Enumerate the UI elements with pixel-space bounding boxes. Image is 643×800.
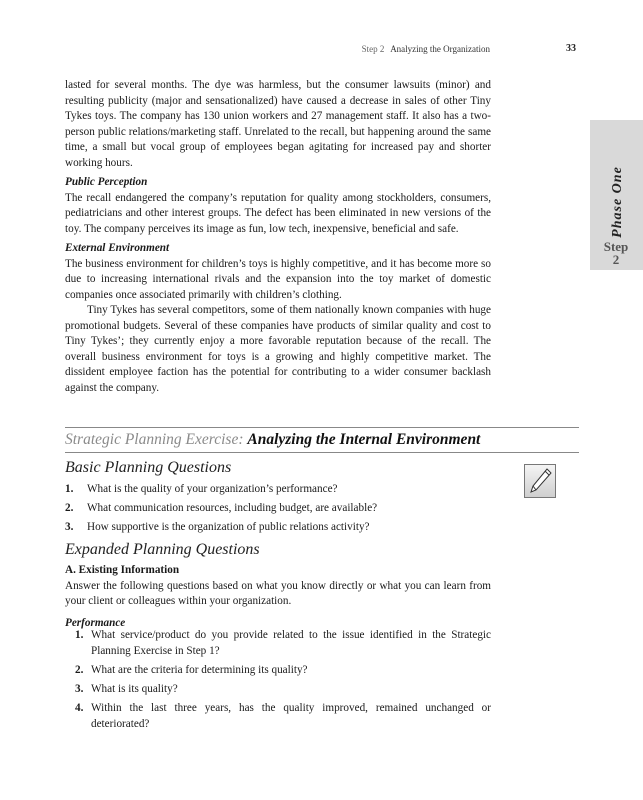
list-number: 2. <box>75 664 84 676</box>
basic-questions-list <box>65 481 495 538</box>
running-header <box>340 44 490 54</box>
list-number: 1. <box>75 629 84 641</box>
performance-heading: Performance <box>65 616 126 629</box>
running-header-step: Step 2 <box>361 44 385 54</box>
page-number: 33 <box>566 43 576 54</box>
list-item <box>65 662 491 678</box>
list-text: How supportive is the organization of public relations activity? <box>87 521 370 533</box>
list-text: Within the last three years, has the quality improved, remained unchanged or deteriorated? <box>91 702 491 730</box>
running-header-chapter: Analyzing the Organization <box>390 44 490 54</box>
pencil-icon <box>524 464 556 498</box>
list-item <box>65 519 495 535</box>
basic-questions-title: Basic Planning Questions <box>65 459 232 476</box>
paragraph: The recall endangered the company’s reputation for quality among stockholders, consumers, pediatricians and other interest groups. The defect has been eliminated in new versions of the toy. The company perceives its image as fun, low tech, inexpensive, beneficial and safe. <box>65 191 491 235</box>
expanded-questions-title: Expanded Planning Questions <box>65 541 260 558</box>
list-text: What is its quality? <box>91 683 178 695</box>
list-number: 2. <box>65 502 74 514</box>
side-step-marker <box>596 240 636 266</box>
list-text: What communication resources, including budget, are available? <box>87 502 378 514</box>
paragraph: lasted for several months. The dye was harmless, but the consumer lawsuits (minor) and resulting publicity (major and sensationalized) have caused a decrease in sales of other Tiny Tykes toys. The company has 130 union workers and 27 management staff. It also has a two-person public relations/marketing staff. Unrelated to the recall, but happening around the same time, a small but vocal group of employees began agitating for increased pay and shorter working hours. <box>65 79 491 169</box>
phase-label: Phase One <box>610 166 625 238</box>
side-step-number: 2 <box>612 252 620 267</box>
list-item <box>65 700 491 732</box>
exercise-title: Analyzing the Internal Environment <box>247 431 481 448</box>
list-number: 3. <box>65 521 74 533</box>
existing-information-block <box>65 563 491 631</box>
list-text: What is the quality of your organization’s performance? <box>87 483 338 495</box>
performance-questions-list <box>65 627 491 735</box>
existing-information-text: Answer the following questions based on what you know directly or what you can learn from your client or colleagues within your organization. <box>65 579 491 607</box>
public-perception-heading: Public Perception <box>65 176 148 188</box>
list-text: What service/product do you provide related to the issue identified in the Strategic Planning Exercise in Step 1? <box>91 629 491 657</box>
existing-information-heading: A. Existing Information <box>65 564 180 576</box>
pencil-icon-graphic <box>525 465 555 497</box>
list-number: 4. <box>75 702 84 714</box>
exercise-title-bar <box>65 427 579 453</box>
list-item <box>65 627 491 659</box>
list-number: 3. <box>75 683 84 695</box>
side-step-label: Step <box>603 239 629 254</box>
list-number: 1. <box>65 483 74 495</box>
paragraph: Tiny Tykes has several competitors, some of them nationally known companies with huge promotional budgets. Several of these companies have products of similar quality and cost to Tiny Tykes’; they currently enjoy a more favorable reputation because of the recall. The overall business environment for toys is a growing and highly competitive market. The dissident employee faction has the potential for contributing to a wider consumer backlash against the company. <box>65 304 491 394</box>
paragraph: The business environment for children’s toys is highly competitive, and it has become more so due to increasing international rivals and the expansion into the toy market of domestic companies once associated primarily with children’s clothing. <box>65 257 491 301</box>
body-text <box>65 78 491 396</box>
list-item <box>65 500 495 516</box>
list-item <box>65 481 495 497</box>
list-text: What are the criteria for determining its quality? <box>91 664 308 676</box>
exercise-prefix: Strategic Planning Exercise: <box>65 431 244 448</box>
external-environment-heading: External Environment <box>65 242 170 254</box>
list-item <box>65 681 491 697</box>
